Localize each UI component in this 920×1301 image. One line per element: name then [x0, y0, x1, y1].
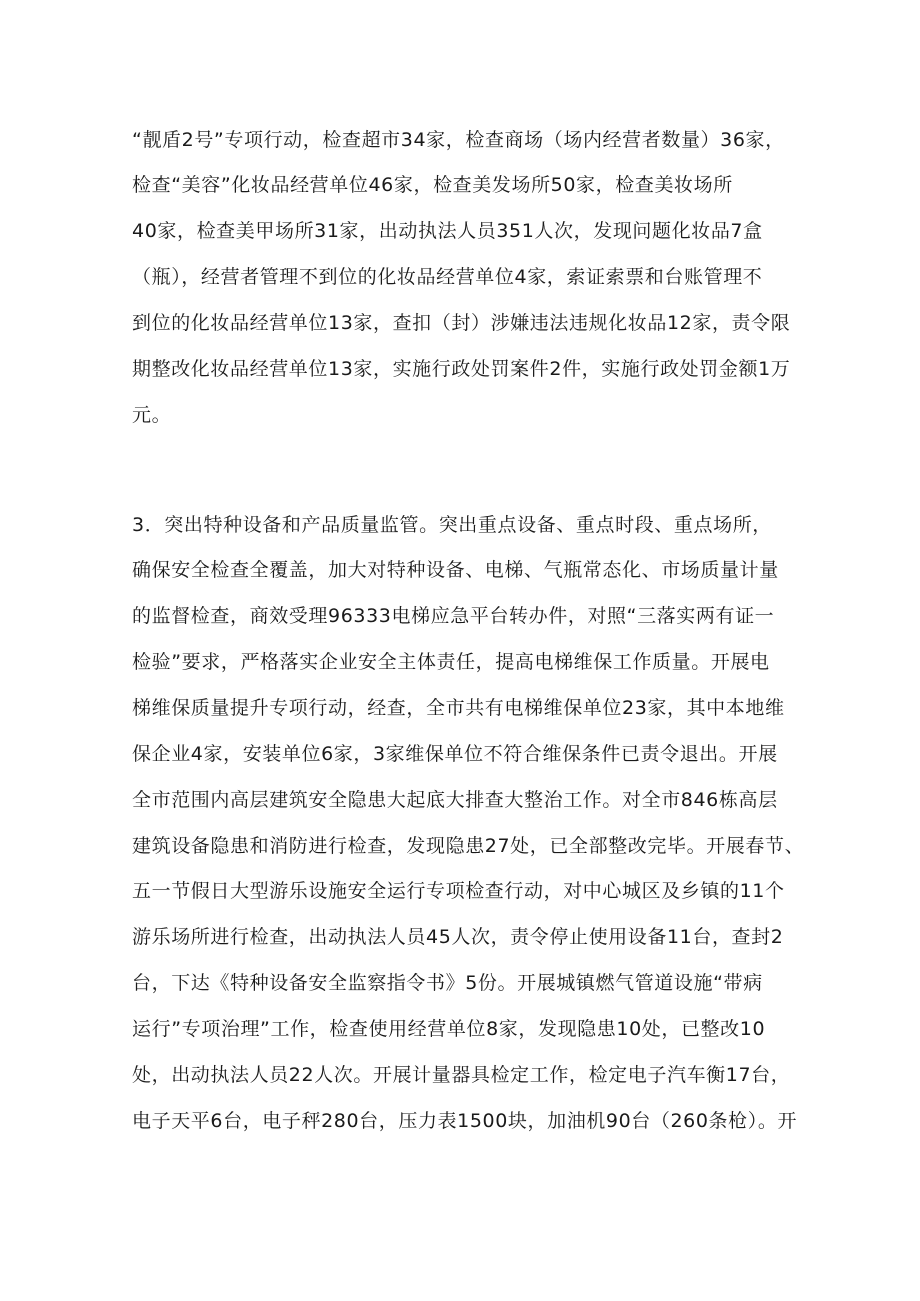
text-line: 检查“美容”化妆品经营单位46家，检查美发场所50家，检查美妆场所: [132, 174, 733, 196]
text-line: 台，下达《特种设备安全监察指令书》5份。开展城镇燃气管道设施“带病: [132, 972, 763, 994]
text-line: 全市范围内高层建筑安全隐患大起底大排查大整治工作。对全市846栋高层: [132, 789, 778, 811]
text-line: 处，出动执法人员22人次。开展计量器具检定工作，检定电子汽车衡17台，: [132, 1064, 791, 1086]
text-line: 梯维保质量提升专项行动，经查，全市共有电梯维保单位23家，其中本地维: [132, 697, 785, 719]
text-line: 电子天平6台，电子秤280台，压力表1500块，加油机90台（260条枪）。开: [132, 1110, 798, 1132]
text-line: 元。: [132, 404, 172, 426]
text-line: 40家，检查美甲场所31家，出动执法人员351人次，发现问题化妆品7盒: [132, 220, 763, 242]
text-line: 到位的化妆品经营单位13家，查扣（封）涉嫌违法违规化妆品12家，责令限: [132, 312, 791, 334]
text-line: 期整改化妆品经营单位13家，实施行政处罚案件2件，实施行政处罚金额1万: [132, 358, 791, 380]
text-line: 游乐场所进行检查，出动执法人员45人次，责令停止使用设备11台，查封2: [132, 926, 784, 948]
text-line: 五一节假日大型游乐设施安全运行专项检查行动，对中心城区及乡镇的11个: [132, 880, 785, 902]
text-line: 保企业4家，安装单位6家，3家维保单位不符合维保条件已责令退出。开展: [132, 743, 778, 765]
text-line: 建筑设备隐患和消防进行检查，发现隐患27处，已全部整改完毕。开展春节、: [132, 835, 805, 857]
text-line: 的监督检查，商效受理96333电梯应急平台转办件，对照“三落实两有证一: [132, 605, 775, 627]
text-line: 确保安全检查全覆盖，加大对特种设备、电梯、气瓶常态化、市场质量计量: [132, 559, 779, 581]
text-line: 检验”要求，严格落实企业安全主体责任，提高电梯维保工作质量。开展电: [132, 651, 770, 673]
text-line: 运行”专项治理”工作，检查使用经营单位8家，发现隐患10处，已整改10: [132, 1018, 766, 1040]
text-line: （瓶），经营者管理不到位的化妆品经营单位4家，索证索票和台账管理不: [132, 266, 763, 288]
text-line: “靓盾2号”专项行动，检查超市34家，检查商场（场内经营者数量）36家，: [132, 129, 785, 151]
section-heading-line: 3．突出特种设备和产品质量监管。突出重点设备、重点时段、重点场所，: [132, 514, 772, 536]
